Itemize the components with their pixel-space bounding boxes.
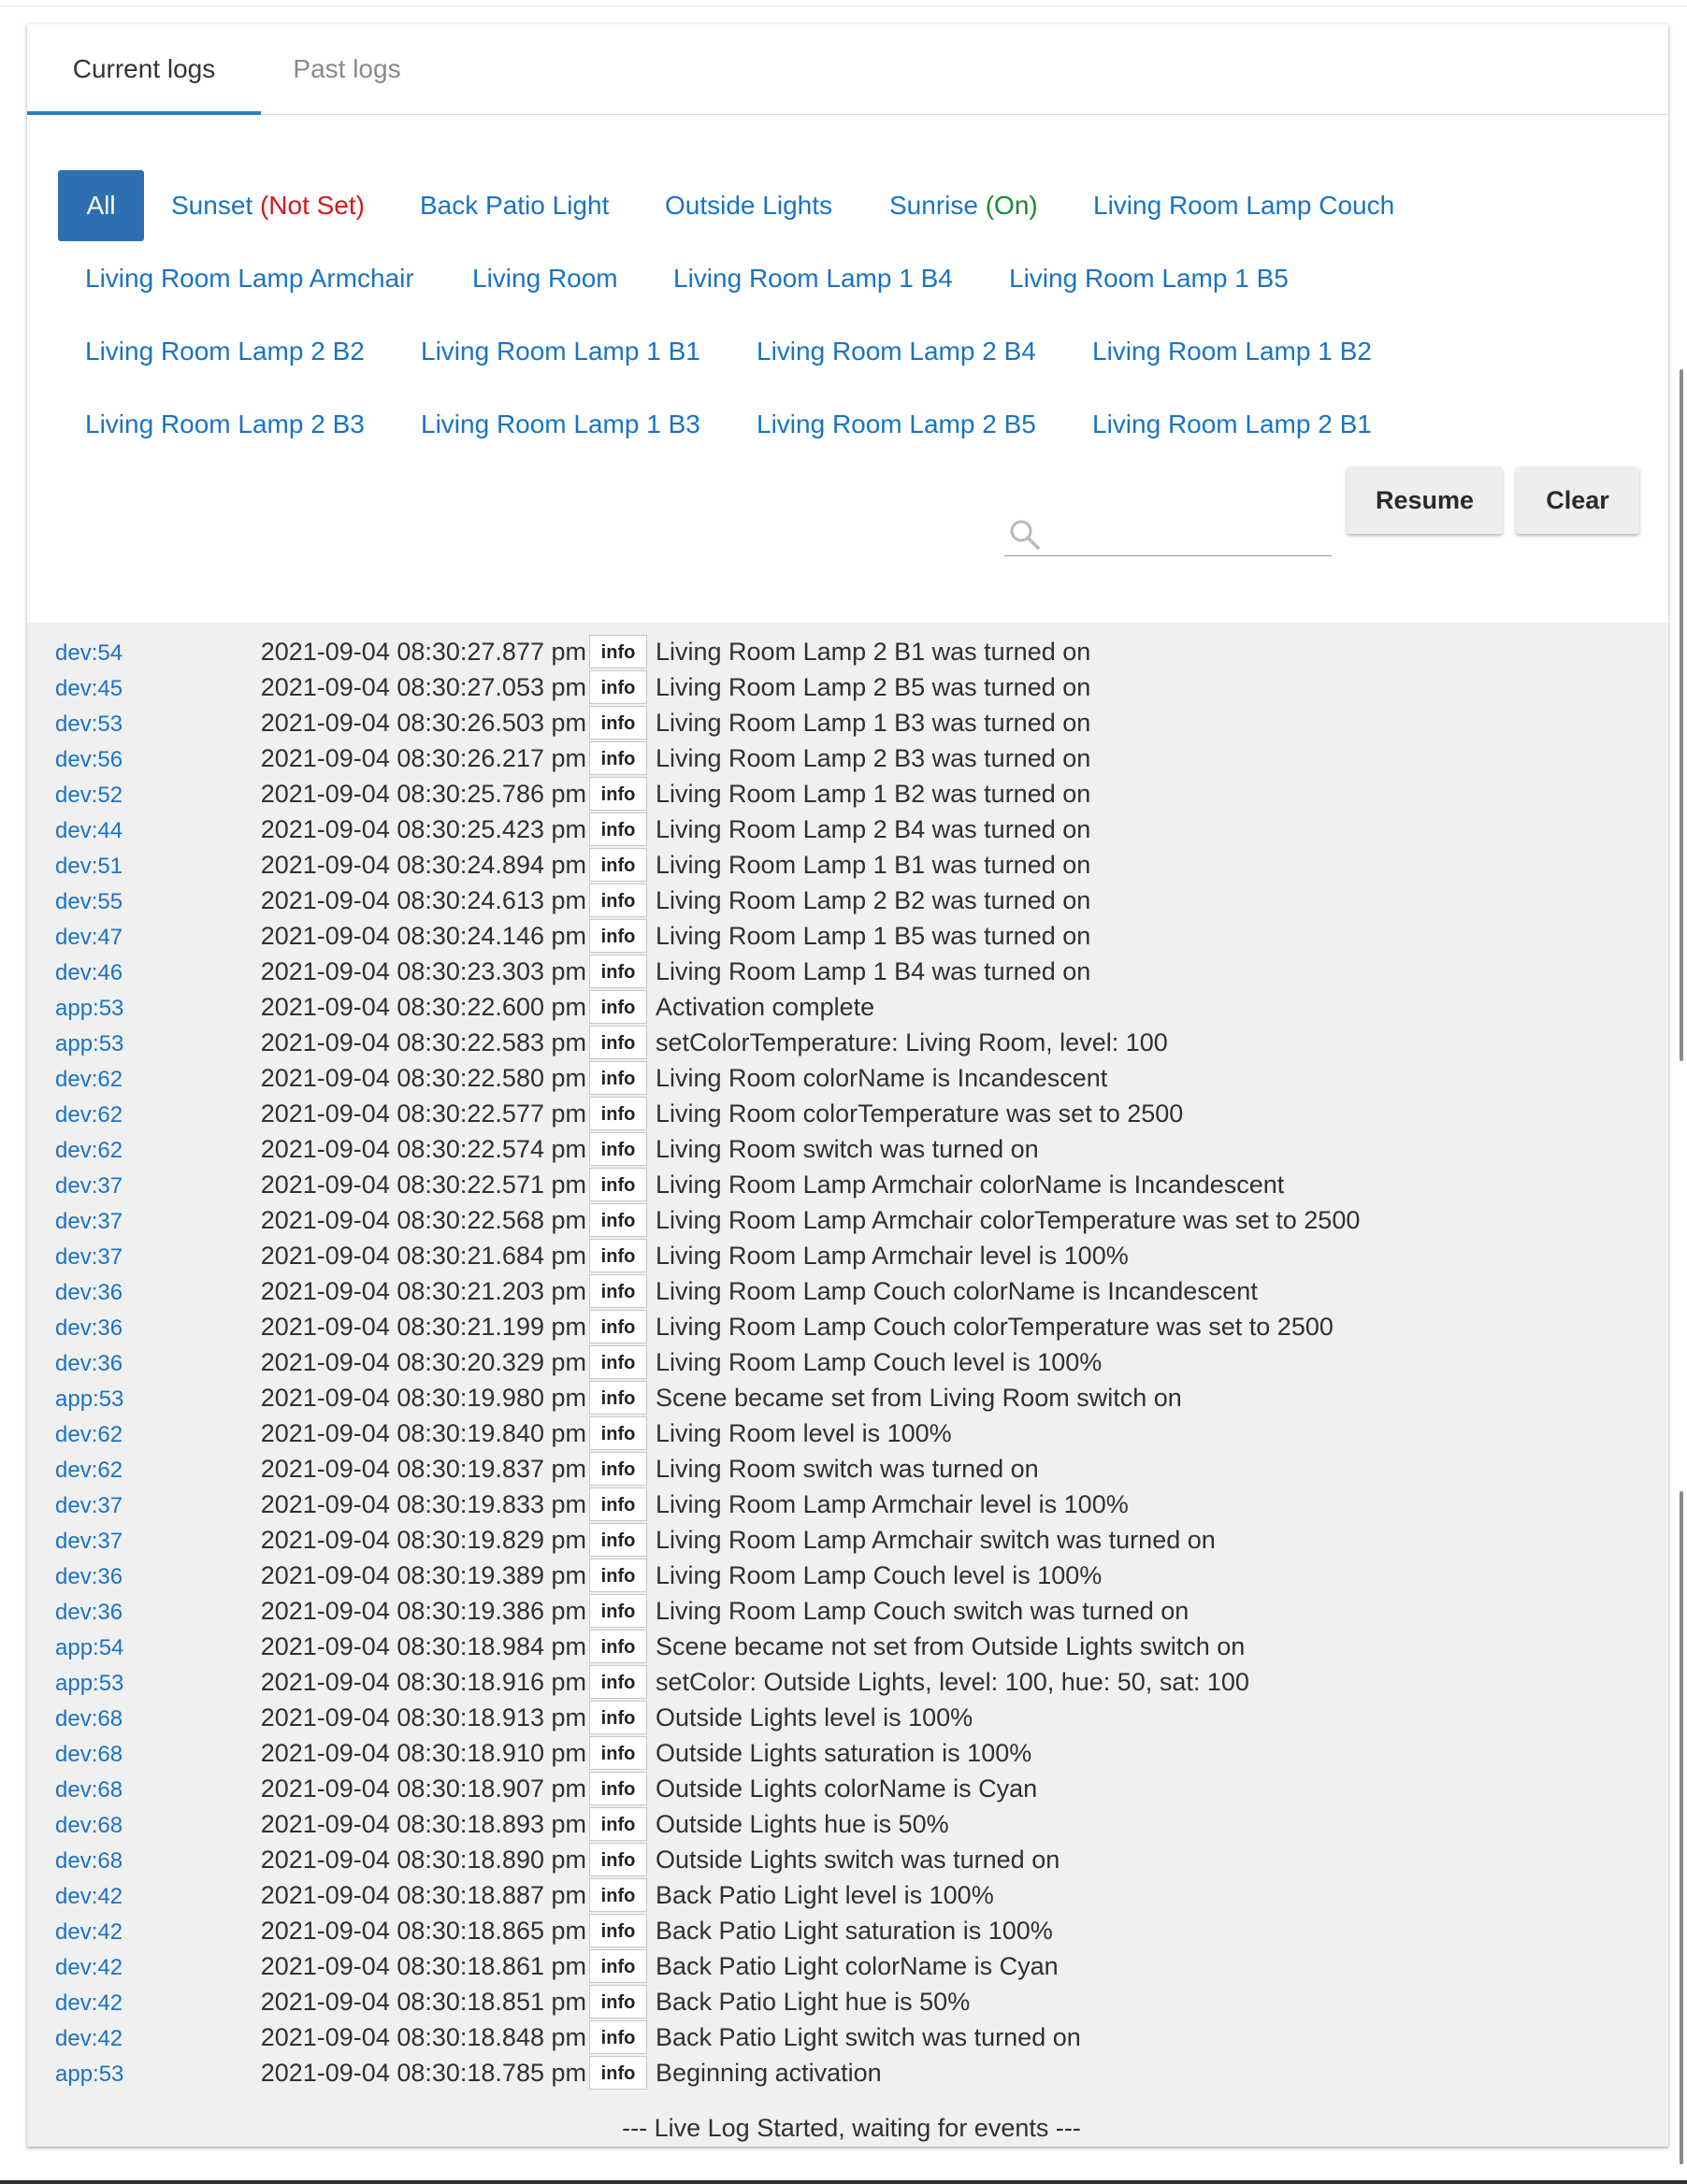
log-message: Living Room Lamp 1 B5 was turned on [656, 922, 1091, 950]
filter-lamp-armchair[interactable]: Living Room Lamp Armchair [85, 264, 414, 293]
log-message: Living Room Lamp 2 B2 was turned on [656, 886, 1091, 914]
log-message: setColorTemperature: Living Room, level: 100 [656, 1028, 1168, 1056]
log-row [27, 1664, 1668, 1700]
filter-lamp-1-b2[interactable]: Living Room Lamp 1 B2 [1092, 337, 1372, 366]
log-row [27, 1948, 1668, 1984]
log-row [27, 1806, 1668, 1842]
log-timestamp: 2021-09-04 08:30:26.217 pm [260, 744, 586, 772]
log-message: Living Room Lamp Couch level is 100% [656, 1561, 1103, 1589]
log-list [27, 623, 1668, 2147]
log-timestamp: 2021-09-04 08:30:19.386 pm [260, 1597, 586, 1625]
search-field[interactable] [1004, 510, 1332, 556]
log-source-link[interactable]: dev:37 [55, 1493, 123, 1518]
log-level-badge: info [589, 1345, 647, 1379]
log-level-badge: info [589, 1416, 647, 1450]
log-level-badge: info [589, 1381, 647, 1415]
log-row [27, 1238, 1668, 1273]
log-source-link[interactable]: dev:42 [55, 1919, 123, 1945]
log-timestamp: 2021-09-04 08:30:22.580 pm [260, 1064, 586, 1092]
log-row [27, 1558, 1668, 1593]
log-level-badge: info [589, 1985, 647, 2019]
log-source-link[interactable]: dev:62 [55, 1067, 123, 1092]
log-source-link[interactable]: dev:68 [55, 1742, 123, 1767]
log-timestamp: 2021-09-04 08:30:18.861 pm [260, 1952, 586, 1980]
log-source-link[interactable]: app:54 [55, 1635, 124, 1660]
filter-all[interactable]: All [58, 170, 144, 241]
log-source-link[interactable]: app:53 [55, 2062, 124, 2087]
log-level-badge: info [589, 1487, 647, 1521]
log-level-badge: info [589, 1914, 647, 1947]
log-level-badge: info [589, 2056, 647, 2090]
search-input[interactable] [1051, 514, 1326, 552]
log-message: Living Room Lamp Armchair colorTemperature was set to 2500 [656, 1206, 1361, 1234]
log-message: Living Room Lamp 1 B2 was turned on [656, 780, 1091, 808]
log-message: Living Room Lamp Couch colorTemperature was set to 2500 [656, 1313, 1334, 1341]
log-level-badge: info [589, 1949, 647, 1983]
log-source-link[interactable]: dev:62 [55, 1458, 123, 1483]
log-row [27, 1273, 1668, 1309]
log-source-link[interactable]: dev:42 [55, 2026, 123, 2051]
log-source-link[interactable]: dev:52 [55, 783, 123, 808]
log-source-link[interactable]: dev:68 [55, 1813, 123, 1838]
log-message: Outside Lights switch was turned on [656, 1846, 1060, 1874]
log-message: Living Room colorName is Incandescent [656, 1064, 1108, 1092]
log-timestamp: 2021-09-04 08:30:19.829 pm [260, 1526, 586, 1554]
log-row [27, 1771, 1668, 1806]
log-timestamp: 2021-09-04 08:30:25.786 pm [260, 780, 586, 808]
log-source-link[interactable]: dev:47 [55, 925, 123, 950]
log-row [27, 1913, 1668, 1948]
log-timestamp: 2021-09-04 08:30:22.600 pm [260, 993, 586, 1021]
log-timestamp: 2021-09-04 08:30:21.203 pm [260, 1277, 586, 1305]
log-message: Beginning activation [656, 2059, 882, 2087]
log-message: Living Room Lamp 1 B3 was turned on [656, 709, 1091, 737]
log-level-badge: info [589, 1310, 647, 1343]
filter-sunrise-label: Sunrise [889, 191, 978, 220]
log-timestamp: 2021-09-04 08:30:22.568 pm [260, 1206, 586, 1234]
log-tabs [27, 24, 1668, 115]
filter-lamp-2-b3[interactable]: Living Room Lamp 2 B3 [85, 410, 365, 438]
log-timestamp: 2021-09-04 08:30:18.851 pm [260, 1988, 586, 2016]
log-row [27, 1629, 1668, 1664]
log-level-badge: info [589, 990, 647, 1024]
log-row [27, 2019, 1668, 2055]
log-message: Activation complete [656, 993, 875, 1021]
filter-lamp-1-b3[interactable]: Living Room Lamp 1 B3 [421, 410, 700, 438]
log-timestamp: 2021-09-04 08:30:22.583 pm [260, 1028, 586, 1056]
log-level-badge: info [589, 848, 647, 882]
log-timestamp: 2021-09-04 08:30:18.913 pm [260, 1703, 586, 1731]
log-source-link[interactable]: dev:36 [55, 1351, 123, 1376]
log-level-badge: info [589, 1701, 647, 1734]
log-message: Living Room switch was turned on [656, 1455, 1039, 1483]
log-message: Living Room switch was turned on [656, 1135, 1039, 1163]
log-message: Back Patio Light hue is 50% [656, 1988, 971, 2016]
log-source-link[interactable]: dev:46 [55, 960, 123, 985]
filter-lamp-2-b5[interactable]: Living Room Lamp 2 B5 [757, 410, 1036, 438]
log-timestamp: 2021-09-04 08:30:20.329 pm [260, 1348, 586, 1376]
log-level-badge: info [589, 919, 647, 953]
log-level-badge: info [589, 955, 647, 988]
log-message: Back Patio Light level is 100% [656, 1881, 994, 1909]
log-message: Living Room Lamp 2 B3 was turned on [656, 744, 1091, 772]
log-source-link[interactable]: dev:53 [55, 711, 123, 737]
log-row [27, 1451, 1668, 1487]
log-row [27, 1131, 1668, 1167]
log-timestamp: 2021-09-04 08:30:21.684 pm [260, 1242, 586, 1270]
log-source-link[interactable]: dev:55 [55, 889, 123, 914]
log-level-badge: info [589, 1523, 647, 1557]
log-timestamp: 2021-09-04 08:30:27.877 pm [260, 638, 586, 666]
log-level-badge: info [589, 1665, 647, 1699]
scrollbar-thumb-lower[interactable] [1680, 1491, 1683, 2164]
log-timestamp: 2021-09-04 08:30:19.980 pm [260, 1384, 586, 1412]
filter-sunset[interactable] [171, 170, 365, 241]
log-timestamp: 2021-09-04 08:30:19.837 pm [260, 1455, 586, 1483]
filter-lamp-1-b1[interactable]: Living Room Lamp 1 B1 [421, 337, 700, 366]
log-timestamp: 2021-09-04 08:30:19.389 pm [260, 1561, 586, 1589]
log-row [27, 883, 1668, 918]
log-row [27, 918, 1668, 954]
log-message: Living Room Lamp Couch level is 100% [656, 1348, 1103, 1376]
log-row [27, 669, 1668, 705]
filter-lamp-2-b2[interactable]: Living Room Lamp 2 B2 [85, 337, 365, 366]
filter-lamp-2-b4[interactable]: Living Room Lamp 2 B4 [757, 337, 1036, 366]
log-level-badge: info [589, 1772, 647, 1805]
log-message: Living Room Lamp Armchair level is 100% [656, 1242, 1129, 1270]
log-message: Outside Lights level is 100% [656, 1703, 973, 1731]
log-source-link[interactable]: dev:54 [55, 640, 123, 666]
log-timestamp: 2021-09-04 08:30:27.053 pm [260, 673, 586, 701]
log-timestamp: 2021-09-04 08:30:18.865 pm [260, 1917, 586, 1945]
log-source-link[interactable]: dev:62 [55, 1422, 123, 1447]
log-timestamp: 2021-09-04 08:30:18.984 pm [260, 1632, 586, 1660]
log-source-link[interactable]: app:53 [55, 1031, 124, 1056]
log-row [27, 740, 1668, 776]
log-message: Living Room Lamp Couch colorName is Incandescent [656, 1277, 1258, 1305]
log-message: Scene became not set from Outside Lights switch on [656, 1632, 1246, 1660]
log-row [27, 847, 1668, 883]
log-timestamp: 2021-09-04 08:30:22.577 pm [260, 1099, 586, 1128]
log-row [27, 989, 1668, 1025]
log-row [27, 812, 1668, 847]
log-level-badge: info [589, 1097, 647, 1130]
logs-card [27, 24, 1668, 2147]
log-source-link[interactable]: app:53 [55, 1671, 124, 1696]
log-row [27, 2055, 1668, 2091]
log-message: Back Patio Light switch was turned on [656, 2023, 1081, 2051]
log-message: Outside Lights colorName is Cyan [656, 1774, 1038, 1803]
log-timestamp: 2021-09-04 08:30:21.199 pm [260, 1313, 586, 1341]
log-message: Back Patio Light colorName is Cyan [656, 1952, 1059, 1980]
log-level-badge: info [589, 1061, 647, 1095]
log-row [27, 1309, 1668, 1344]
log-level-badge: info [589, 1132, 647, 1166]
log-row [27, 705, 1668, 740]
tab-past-logs[interactable]: Past logs [293, 54, 401, 83]
log-source-link[interactable]: dev:62 [55, 1138, 123, 1163]
log-level-badge: info [589, 1274, 647, 1308]
log-level-badge: info [589, 777, 647, 811]
log-timestamp: 2021-09-04 08:30:18.916 pm [260, 1668, 586, 1696]
log-source-link[interactable]: dev:37 [55, 1173, 123, 1199]
log-source-link[interactable]: dev:37 [55, 1209, 123, 1234]
log-level-badge: info [589, 1203, 647, 1237]
filter-lamp-2-b1[interactable]: Living Room Lamp 2 B1 [1092, 410, 1372, 438]
log-timestamp: 2021-09-04 08:30:24.894 pm [260, 851, 586, 879]
log-level-badge: info [589, 1452, 647, 1486]
log-source-link[interactable]: dev:42 [55, 1990, 123, 2016]
filter-sunset-label: Sunset [171, 191, 253, 220]
log-message: Scene became set from Living Room switch on [656, 1384, 1182, 1412]
log-timestamp: 2021-09-04 08:30:18.893 pm [260, 1810, 586, 1838]
log-row [27, 1380, 1668, 1415]
top-divider [0, 0, 1687, 7]
log-level-badge: info [589, 635, 647, 668]
log-timestamp: 2021-09-04 08:30:19.840 pm [260, 1419, 586, 1447]
filter-sunset-state: (Not Set) [259, 191, 365, 220]
log-row [27, 1842, 1668, 1877]
log-source-link[interactable]: dev:56 [55, 747, 123, 772]
log-message: Living Room Lamp 2 B5 was turned on [656, 673, 1091, 701]
filter-sunrise[interactable] [889, 170, 1038, 241]
log-level-badge: info [589, 741, 647, 775]
log-level-badge: info [589, 1239, 647, 1272]
log-timestamp: 2021-09-04 08:30:24.613 pm [260, 886, 586, 914]
log-timestamp: 2021-09-04 08:30:26.503 pm [260, 709, 586, 737]
log-level-badge: info [589, 2020, 647, 2054]
log-level-badge: info [589, 1630, 647, 1663]
log-source-link[interactable]: dev:37 [55, 1529, 123, 1554]
search-icon [1008, 518, 1042, 552]
log-source-link[interactable]: dev:45 [55, 676, 123, 701]
log-source-link[interactable]: dev:36 [55, 1600, 123, 1625]
log-row [27, 1096, 1668, 1131]
log-row [27, 776, 1668, 812]
log-message: Living Room Lamp Armchair switch was turned on [656, 1526, 1216, 1554]
log-level-badge: info [589, 884, 647, 917]
log-row [27, 1522, 1668, 1558]
log-level-badge: info [589, 812, 647, 846]
log-timestamp: 2021-09-04 08:30:18.887 pm [260, 1881, 586, 1909]
log-row [27, 1593, 1668, 1629]
filter-lamp-1-b4[interactable]: Living Room Lamp 1 B4 [673, 264, 953, 293]
log-timestamp: 2021-09-04 08:30:22.574 pm [260, 1135, 586, 1163]
log-level-badge: info [589, 706, 647, 740]
log-level-badge: info [589, 1843, 647, 1876]
log-row [27, 1167, 1668, 1202]
log-source-link[interactable]: dev:42 [55, 1884, 123, 1909]
log-row [27, 1344, 1668, 1380]
log-source-link[interactable]: dev:37 [55, 1244, 123, 1270]
log-level-badge: info [589, 1168, 647, 1201]
bottom-divider [0, 2180, 1687, 2184]
filter-lamp-1-b5[interactable]: Living Room Lamp 1 B5 [1009, 264, 1289, 293]
log-message: Living Room Lamp 2 B4 was turned on [656, 815, 1091, 843]
log-row [27, 1735, 1668, 1771]
log-source-link[interactable]: dev:68 [55, 1777, 123, 1803]
scrollbar-thumb[interactable] [1680, 369, 1683, 1061]
log-message: Living Room Lamp Armchair level is 100% [656, 1490, 1129, 1518]
resume-button[interactable]: Resume [1347, 467, 1503, 534]
log-message: Living Room Lamp 1 B1 was turned on [656, 851, 1091, 879]
log-message: Outside Lights saturation is 100% [656, 1739, 1032, 1767]
log-row [27, 1487, 1668, 1522]
log-level-badge: info [589, 1594, 647, 1628]
log-level-badge: info [589, 1807, 647, 1841]
clear-button[interactable]: Clear [1516, 467, 1639, 534]
log-row [27, 1025, 1668, 1060]
log-row [27, 1700, 1668, 1735]
log-row [27, 634, 1668, 669]
log-level-badge: info [589, 1559, 647, 1592]
log-source-link[interactable]: dev:44 [55, 818, 123, 843]
log-message: Living Room level is 100% [656, 1419, 952, 1447]
log-timestamp: 2021-09-04 08:30:18.890 pm [260, 1846, 586, 1874]
log-message: Outside Lights hue is 50% [656, 1810, 949, 1838]
log-timestamp: 2021-09-04 08:30:19.833 pm [260, 1490, 586, 1518]
filter-outside-lights[interactable]: Outside Lights [665, 191, 832, 220]
log-source-link[interactable]: app:53 [55, 1387, 124, 1412]
log-message: setColor: Outside Lights, level: 100, hue: 50, sat: 100 [656, 1668, 1249, 1696]
log-row [27, 1415, 1668, 1451]
log-message: Back Patio Light saturation is 100% [656, 1917, 1053, 1945]
log-level-badge: info [589, 1736, 647, 1770]
log-row [27, 1060, 1668, 1096]
log-source-link[interactable]: dev:36 [55, 1315, 123, 1341]
log-source-link[interactable]: app:53 [55, 996, 124, 1021]
live-log-status: --- Live Log Started, waiting for events --- [622, 2114, 1081, 2142]
log-level-badge: info [589, 1026, 647, 1059]
log-row [27, 1877, 1668, 1913]
log-timestamp: 2021-09-04 08:30:18.907 pm [260, 1774, 586, 1803]
log-row [27, 1984, 1668, 2019]
log-timestamp: 2021-09-04 08:30:22.571 pm [260, 1171, 586, 1199]
active-tab-indicator [27, 111, 261, 115]
tab-current-logs[interactable]: Current logs [72, 54, 216, 83]
log-source-link[interactable]: dev:68 [55, 1848, 123, 1874]
log-timestamp: 2021-09-04 08:30:18.910 pm [260, 1739, 586, 1767]
log-source-link[interactable]: dev:51 [55, 854, 123, 879]
filter-living-room[interactable]: Living Room [472, 264, 618, 293]
log-row [27, 1202, 1668, 1238]
log-message: Living Room colorTemperature was set to 2500 [656, 1099, 1184, 1128]
log-source-link[interactable]: dev:36 [55, 1564, 123, 1589]
log-source-link[interactable]: dev:62 [55, 1102, 123, 1128]
log-timestamp: 2021-09-04 08:30:24.146 pm [260, 922, 586, 950]
log-message: Living Room Lamp 2 B1 was turned on [656, 638, 1091, 666]
log-message: Living Room Lamp Couch switch was turned on [656, 1597, 1190, 1625]
log-timestamp: 2021-09-04 08:30:18.785 pm [260, 2059, 586, 2087]
filter-back-patio-light[interactable]: Back Patio Light [420, 191, 610, 220]
filter-sunrise-state: (On) [985, 191, 1038, 220]
log-message: Living Room Lamp 1 B4 was turned on [656, 957, 1091, 985]
log-timestamp: 2021-09-04 08:30:23.303 pm [260, 957, 586, 985]
log-row [27, 954, 1668, 989]
log-level-badge: info [589, 1878, 647, 1912]
log-source-link[interactable]: dev:42 [55, 1955, 123, 1980]
log-timestamp: 2021-09-04 08:30:25.423 pm [260, 815, 586, 843]
log-message: Living Room Lamp Armchair colorName is Incandescent [656, 1171, 1285, 1199]
log-level-badge: info [589, 670, 647, 704]
log-source-link[interactable]: dev:36 [55, 1280, 123, 1305]
filter-lamp-couch[interactable]: Living Room Lamp Couch [1093, 191, 1395, 220]
log-timestamp: 2021-09-04 08:30:18.848 pm [260, 2023, 586, 2051]
log-source-link[interactable]: dev:68 [55, 1706, 123, 1731]
